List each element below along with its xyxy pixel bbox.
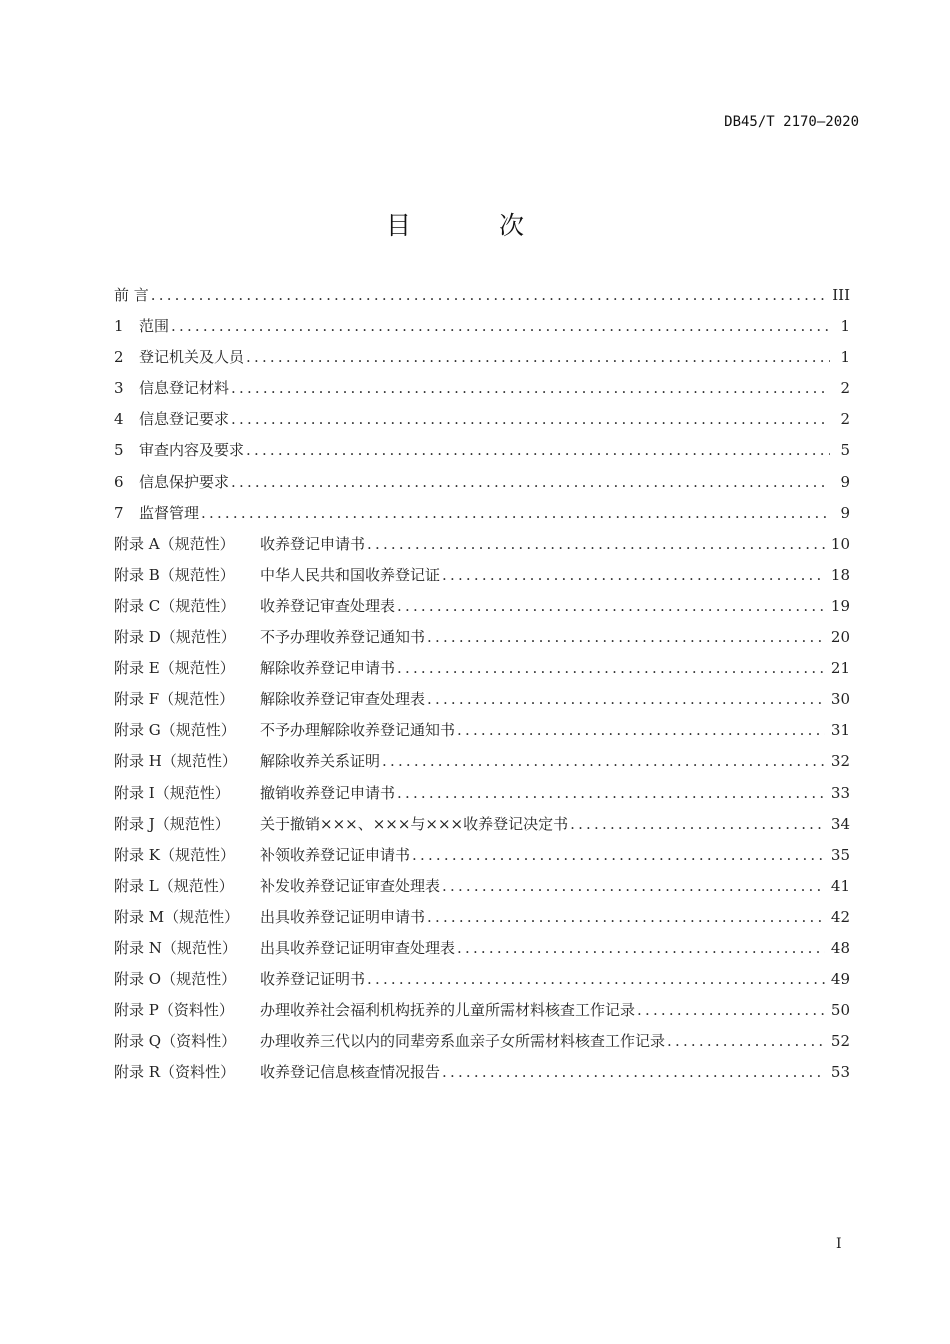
- toc-page: 1: [840, 348, 850, 367]
- appendix-prefix: 附录 E（规范性）: [114, 659, 235, 678]
- appendix-prefix: 附录 A（规范性）: [114, 534, 235, 553]
- toc-label: 关于撤销×××、×××与×××收养登记决定书: [260, 814, 569, 833]
- appendix-prefix: 附录 R（资料性）: [114, 1063, 236, 1082]
- toc-label: 出具收养登记证明审查处理表: [260, 938, 456, 957]
- toc-page: 21: [830, 659, 850, 678]
- toc-entry-section[interactable]: [114, 439, 850, 470]
- toc-entry-appendix[interactable]: [114, 688, 850, 719]
- toc-label: 信息登记要求: [139, 410, 230, 429]
- toc-leader: [397, 784, 825, 802]
- toc-leader: [231, 379, 830, 397]
- appendix-prefix: 附录 L（规范性）: [114, 876, 234, 895]
- toc-entry-appendix[interactable]: [114, 782, 850, 813]
- appendix-prefix: 附录 O（规范性）: [114, 970, 237, 989]
- toc-page: 19: [830, 596, 850, 615]
- toc-label: 解除收养关系证明: [260, 752, 381, 771]
- toc-leader: [457, 939, 825, 957]
- toc-label: 信息保护要求: [139, 472, 230, 491]
- appendix-prefix: 附录 Q（资料性）: [114, 1032, 237, 1051]
- toc-number: 6: [114, 472, 124, 491]
- toc-entry-appendix[interactable]: [114, 564, 850, 595]
- toc-entry-appendix[interactable]: [114, 533, 850, 564]
- appendix-prefix: 附录 M（规范性）: [114, 907, 240, 926]
- toc-label: 中华人民共和国收养登记证: [260, 565, 441, 584]
- toc-leader: [442, 877, 825, 895]
- appendix-prefix: 附录 G（规范性）: [114, 721, 236, 740]
- toc-number: 3: [114, 379, 124, 398]
- toc-leader: [201, 504, 830, 522]
- toc-entry-appendix[interactable]: [114, 968, 850, 999]
- toc-leader: [231, 473, 830, 491]
- toc-page: 32: [830, 752, 850, 771]
- appendix-prefix: 附录 I（规范性）: [114, 783, 230, 802]
- toc-page: 2: [840, 379, 850, 398]
- toc-entry-appendix[interactable]: [114, 906, 850, 937]
- toc-leader: [246, 348, 830, 366]
- toc-leader: [231, 410, 830, 428]
- toc-page: 5: [840, 441, 850, 460]
- toc-entry-section[interactable]: [114, 346, 850, 377]
- toc-number: 1: [114, 317, 124, 336]
- toc-entry-appendix[interactable]: [114, 813, 850, 844]
- toc-number: 2: [114, 348, 124, 367]
- toc-leader: [412, 846, 825, 864]
- toc-page: 9: [840, 503, 850, 522]
- toc-entry-appendix[interactable]: [114, 750, 850, 781]
- page-title: 目 次: [386, 211, 564, 240]
- toc-page: 42: [830, 907, 850, 926]
- toc-page: 31: [830, 721, 850, 740]
- toc-leader: [427, 690, 825, 708]
- toc-page: 35: [830, 845, 850, 864]
- toc-page: 53: [830, 1063, 850, 1082]
- toc-label: 收养登记申请书: [260, 534, 366, 553]
- toc-leader: [367, 535, 825, 553]
- toc-page: 18: [830, 565, 850, 584]
- toc-page: 41: [830, 876, 850, 895]
- appendix-prefix: 附录 F（规范性）: [114, 690, 235, 709]
- toc-page: 10: [830, 534, 850, 553]
- toc-leader: [397, 597, 825, 615]
- toc-label: 收养登记信息核查情况报告: [260, 1063, 441, 1082]
- toc-page: III: [832, 286, 850, 304]
- appendix-prefix: 附录 J（规范性）: [114, 814, 230, 833]
- toc-entry-appendix[interactable]: [114, 844, 850, 875]
- appendix-prefix: 附录 D（规范性）: [114, 628, 236, 647]
- toc-label: 办理收养社会福利机构抚养的儿童所需材料核查工作记录: [260, 1001, 636, 1020]
- toc-leader: [151, 286, 826, 304]
- appendix-prefix: 附录 B（规范性）: [114, 565, 235, 584]
- toc-page: 52: [830, 1032, 850, 1051]
- toc-leader: [397, 659, 825, 677]
- toc-label: 登记机关及人员: [139, 348, 245, 367]
- toc-label: 补发收养登记证审查处理表: [260, 876, 441, 895]
- toc-page: 2: [840, 410, 850, 429]
- appendix-prefix: 附录 K（规范性）: [114, 845, 235, 864]
- toc-leader: [457, 721, 825, 739]
- toc-page: 50: [830, 1001, 850, 1020]
- toc-leader: [367, 970, 825, 988]
- toc-label: 收养登记证明书: [260, 970, 366, 989]
- toc-entry-appendix[interactable]: [114, 595, 850, 626]
- toc-number: 5: [114, 441, 124, 460]
- toc-label: 收养登记审查处理表: [260, 596, 396, 615]
- toc-entry-appendix[interactable]: [114, 937, 850, 968]
- toc-entry-appendix[interactable]: [114, 657, 850, 688]
- toc-label: 办理收养三代以内的同辈旁系血亲子女所需材料核查工作记录: [260, 1032, 666, 1051]
- table-of-contents: [114, 284, 850, 1092]
- toc-entry-appendix[interactable]: [114, 999, 850, 1030]
- appendix-prefix: 附录 N（规范性）: [114, 938, 237, 957]
- toc-page: 34: [830, 814, 850, 833]
- toc-label: 出具收养登记证明申请书: [260, 907, 426, 926]
- toc-leader: [427, 908, 825, 926]
- toc-leader: [442, 566, 825, 584]
- toc-entry-appendix[interactable]: [114, 626, 850, 657]
- appendix-prefix: 附录 C（规范性）: [114, 596, 236, 615]
- toc-label: 范围: [139, 317, 170, 336]
- toc-leader: [246, 441, 830, 459]
- appendix-prefix: 附录 P（资料性）: [114, 1001, 234, 1020]
- toc-leader: [442, 1063, 825, 1081]
- toc-label: 解除收养登记审查处理表: [260, 690, 426, 709]
- toc-entry-section[interactable]: [114, 471, 850, 502]
- toc-leader: [667, 1032, 825, 1050]
- toc-label: 解除收养登记申请书: [260, 659, 396, 678]
- toc-entry-preface[interactable]: [114, 284, 850, 315]
- toc-entry-section[interactable]: [114, 408, 850, 439]
- toc-entry-section[interactable]: [114, 502, 850, 533]
- toc-entry-section[interactable]: [114, 315, 850, 346]
- toc-label: 监督管理: [139, 503, 200, 522]
- standard-code: DB45/T 2170—2020: [724, 114, 859, 130]
- toc-label: 前 言: [114, 286, 149, 304]
- toc-page: 30: [830, 690, 850, 709]
- toc-page: 1: [840, 317, 850, 336]
- toc-page: 48: [830, 938, 850, 957]
- toc-entry-appendix[interactable]: [114, 1061, 850, 1092]
- toc-label: 不予办理解除收养登记通知书: [260, 721, 456, 740]
- toc-leader: [382, 752, 825, 770]
- toc-leader: [637, 1001, 825, 1019]
- toc-label: 信息登记材料: [139, 379, 230, 398]
- toc-label: 审查内容及要求: [139, 441, 245, 460]
- appendix-prefix: 附录 H（规范性）: [114, 752, 237, 771]
- toc-page: 33: [830, 783, 850, 802]
- toc-label: 撤销收养登记申请书: [260, 783, 396, 802]
- toc-leader: [427, 628, 825, 646]
- toc-entry-appendix[interactable]: [114, 1030, 850, 1061]
- toc-label: 不予办理收养登记通知书: [260, 628, 426, 647]
- toc-page: 49: [830, 970, 850, 989]
- page-number: I: [836, 1236, 842, 1252]
- toc-page: 20: [830, 628, 850, 647]
- toc-page: 9: [840, 472, 850, 491]
- toc-number: 7: [114, 503, 124, 522]
- toc-entry-appendix[interactable]: [114, 875, 850, 906]
- toc-entry-appendix[interactable]: [114, 719, 850, 750]
- toc-entry-section[interactable]: [114, 377, 850, 408]
- toc-label: 补领收养登记证申请书: [260, 845, 411, 864]
- toc-leader: [570, 815, 825, 833]
- toc-leader: [171, 317, 830, 335]
- toc-number: 4: [114, 410, 124, 429]
